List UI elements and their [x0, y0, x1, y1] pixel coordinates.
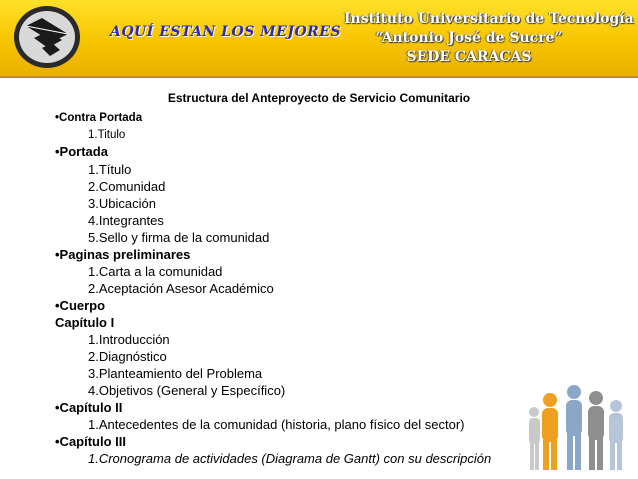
team-people-icon [528, 378, 633, 473]
section-heading: •Cuerpo [55, 298, 106, 313]
institution-line: SEDE CARACAS [406, 49, 532, 65]
institution-line: Instituto Universitario de Tecnología [344, 11, 634, 27]
list-item: 1.Introducción [88, 332, 170, 347]
section-heading: •Paginas preliminares [55, 247, 191, 262]
section-heading: •Contra Portada [55, 112, 143, 124]
list-item: 1.Carta a la comunidad [88, 264, 223, 279]
institution-line: “Antonio José de Sucre” [375, 30, 563, 46]
chapter-heading: Capítulo I [55, 315, 115, 330]
list-item: 3.Ubicación [88, 196, 156, 211]
list-item: 2.Aceptación Asesor Académico [88, 281, 274, 296]
section-heading: •Capítulo II [55, 400, 123, 415]
section-heading: •Capítulo III [55, 434, 126, 449]
list-item: 1.Título [88, 162, 132, 177]
list-item: 2.Diagnóstico [88, 349, 167, 364]
list-item: 2.Comunidad [88, 179, 166, 194]
slogan: AQUÍ ESTAN LOS MEJORES [110, 24, 342, 40]
list-item: 1.Cronograma de actividades (Diagrama de Gantt) con su descripción [88, 451, 492, 466]
institution-logo-icon [12, 4, 82, 70]
list-item: 1.Titulo [88, 129, 126, 141]
list-item: 3.Planteamiento del Problema [88, 366, 263, 381]
section-heading: •Portada [55, 144, 108, 159]
list-item: 4.Integrantes [88, 213, 164, 228]
header-band [0, 0, 638, 78]
list-item: 5.Sello y firma de la comunidad [88, 230, 270, 245]
list-item: 1.Antecedentes de la comunidad (historia, plano físico del sector) [88, 417, 465, 432]
document-title: Estructura del Anteproyecto de Servicio Comunitario [167, 91, 471, 105]
list-item: 4.Objetivos (General y Específico) [88, 383, 286, 398]
institution-name [344, 10, 634, 67]
